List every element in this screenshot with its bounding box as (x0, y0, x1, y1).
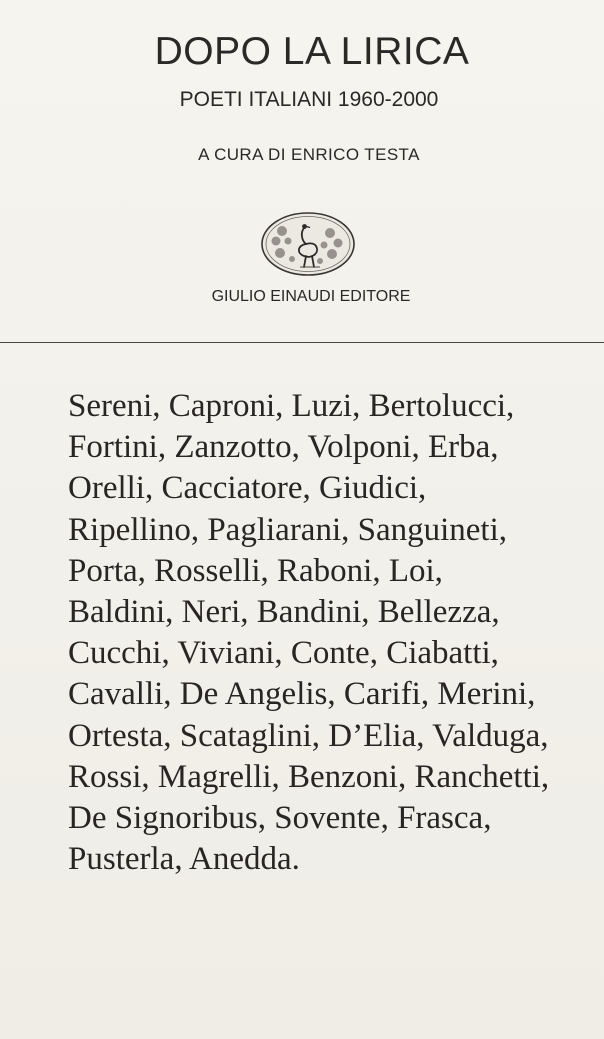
poet-line: Porta, Rosselli, Raboni, Loi, (68, 552, 443, 589)
poet-line: De Signoribus, Sovente, Frasca, (68, 800, 492, 837)
poet-line: Orelli, Cacciatore, Giudici, (68, 470, 427, 507)
poet-line: Cucchi, Viviani, Conte, Ciabatti, (68, 635, 499, 672)
poet-line: Rossi, Magrelli, Benzoni, Ranchetti, (68, 758, 550, 795)
poet-line: Pusterla, Anedda. (68, 841, 300, 878)
poet-line: Ripellino, Pagliarani, Sanguineti, (68, 511, 508, 548)
divider-line (0, 342, 604, 343)
book-title: DOPO LA LIRICA (154, 30, 470, 73)
poet-line: Fortini, Zanzotto, Volponi, Erba, (68, 429, 499, 466)
poet-line: Cavalli, De Angelis, Carifi, Merini, (68, 676, 536, 713)
poet-line: Baldini, Neri, Bandini, Bellezza, (68, 594, 500, 631)
publisher-name: GIULIO EINAUDI EDITORE (211, 288, 411, 305)
poet-line: Ortesta, Scataglini, D’Elia, Valduga, (68, 717, 549, 754)
book-subtitle: POETI ITALIANI 1960-2000 (179, 88, 439, 111)
editor-credit: A CURA DI ENRICO TESTA (198, 145, 420, 164)
ostrich-emblem-icon (260, 211, 356, 277)
poet-line: Sereni, Caproni, Luzi, Bertolucci, (68, 388, 515, 424)
poet-list (68, 386, 598, 880)
